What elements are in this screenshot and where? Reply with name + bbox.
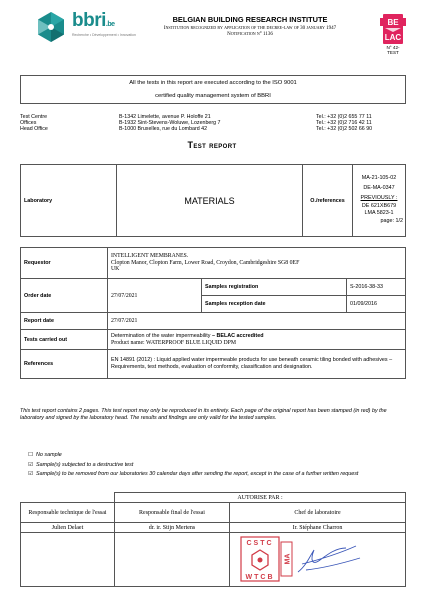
sample-checklist (28, 452, 404, 478)
reference-item: PREVIOUSLY : (360, 194, 398, 201)
address-phones (316, 114, 372, 133)
svg-text:LAC: LAC (384, 33, 402, 42)
col2-title: Responsable final de l'essai (115, 503, 230, 523)
report-title: Test report (187, 140, 237, 150)
col1-name: Julien Delaet (21, 523, 115, 533)
sample-option (28, 452, 404, 459)
address-street: B-1932 Sint-Stevens-Woluwe, Lozenberg 7 (119, 120, 221, 127)
requestor-line: UK (111, 266, 120, 273)
requestor-value (108, 248, 406, 279)
references-text: EN 14891 (2012) : Liquid applied water impermeable products for use beneath ceramic tiling bonded with adhesives – Requirements, test methods, evaluation of conformity, classification and designation. (108, 350, 406, 379)
col3-signature (230, 533, 406, 587)
order-date-value: 27/07/2021 (108, 279, 202, 313)
stamp-bottom-text: WTCB (245, 573, 275, 581)
checkbox-checked-icon: ☑ (28, 471, 33, 478)
stamp-top-text: CSTC (246, 539, 274, 547)
authorised-by-header: AUTORISE PAR : (115, 493, 406, 503)
requestor-label: Requestor (21, 248, 108, 279)
tests-description: Determination of the water impermeability (111, 332, 211, 339)
address-label: Test Centre (20, 114, 48, 120)
belac-number: N° 42- (386, 45, 400, 50)
address-label: Offices (20, 120, 37, 127)
iso-line-1: All the tests in this report are executed according to the ISO 9001 (129, 80, 297, 86)
institute-recognition: Institution recognized by application of the decree-law of 30 january 1947 (163, 26, 337, 31)
address-streets (119, 114, 220, 133)
address-labels (20, 114, 48, 133)
samples-registration-value: S-2016-38-33 (347, 279, 406, 296)
details-table (20, 247, 406, 379)
reference-item: DE 621XB679 (361, 203, 397, 210)
samples-registration-label: Samples registration (202, 279, 347, 296)
logo-tagline: Recherche • Développement • Innovation (72, 33, 136, 37)
reference-item: DE-MA-0347 (363, 184, 395, 191)
authorisation-table (20, 492, 406, 587)
order-date-label: Order date (21, 279, 108, 313)
logo-wordmark: bbri.be (72, 10, 115, 31)
sample-option-label: Sample(s) to be removed from our laboratories 30 calendar days after sending the report, except in the case of a further written request (36, 471, 359, 478)
tests-label: Tests carried out (21, 330, 108, 350)
col1-signature (21, 533, 115, 587)
references-list (353, 165, 406, 237)
reference-item: page: 1/2 (380, 218, 403, 225)
laboratory-label: Laboratory (21, 165, 117, 237)
sample-option (28, 471, 404, 478)
product-name: Product name: WATERPROOF BLUE LIQUID DPM (111, 339, 237, 346)
address-label: Head Office (20, 126, 48, 133)
sample-option-label: No sample (36, 452, 62, 458)
col2-signature (115, 533, 230, 587)
col2-name: dr. ir. Stijn Mertens (115, 523, 230, 533)
belac-type: TEST (387, 50, 399, 56)
address-street: B-1000 Bruxelles, rue du Lombard 42 (119, 126, 208, 133)
belac-logo-icon (376, 14, 410, 44)
references-label: References (21, 350, 108, 379)
belac-accreditation (376, 45, 410, 55)
samples-reception-value: 01/09/2016 (347, 296, 406, 313)
address-street: B-1342 Limelette, avenue P. Holoffe 21 (119, 114, 211, 120)
col1-title: Responsable technique de l'essai (21, 503, 115, 523)
report-date-label: Report date (21, 313, 108, 330)
stamp-side-text: MA (284, 553, 292, 564)
laboratory-value: MATERIALS (117, 165, 303, 237)
notification-number: Notification n° 1136 (227, 32, 273, 37)
accreditation-note: – BELAC accredited (210, 332, 264, 339)
samples-reception-label: Samples reception date (202, 296, 347, 313)
sample-option-label: Sample(s) subjected to a destructive test (36, 461, 134, 468)
stamp-and-signature-icon (240, 536, 390, 582)
references-label: O./references (303, 165, 353, 237)
institute-name: BELGIAN BUILDING RESEARCH INSTITUTE (172, 15, 328, 24)
tests-value (108, 330, 406, 350)
col3-title: Chef de laboratoire (230, 503, 406, 523)
disclaimer: This test report contains 2 pages. This test report may only be reproduced in its entirety. Each page of the original report has been stamped (in red) by the laboratory and signed by the laboratory head. The results and findings are only valid for the tested samples. (20, 408, 387, 421)
laboratory-table (20, 164, 406, 237)
address-phone: Tel.: +32 (0)2 502 66 90 (316, 126, 373, 133)
checkbox-empty-icon: ☐ (28, 452, 33, 458)
requestor-line: Clopton Manor, Clopton Farm, Lower Road, Croydon, Cambridgeshire SG8 0EF (111, 259, 300, 266)
svg-text:BE: BE (387, 18, 399, 27)
report-date-value: 27/07/2021 (108, 313, 406, 330)
address-phone: Tel.: +32 (0)2 655 77 11 (316, 114, 372, 120)
col3-name: Ir. Stéphane Charron (230, 523, 406, 533)
iso-line-2: certified quality management system of BBRI (155, 93, 271, 99)
checkbox-checked-icon: ☑ (28, 461, 33, 468)
address-phone: Tel.: +32 (0)2 716 42 11 (316, 120, 372, 127)
requestor-line: INTELLIGENT MEMBRANES. (111, 253, 189, 260)
reference-item: MA-21-105-02 (361, 175, 397, 182)
sample-option (28, 462, 404, 469)
reference-item: LMA 5823-1 (364, 210, 394, 217)
